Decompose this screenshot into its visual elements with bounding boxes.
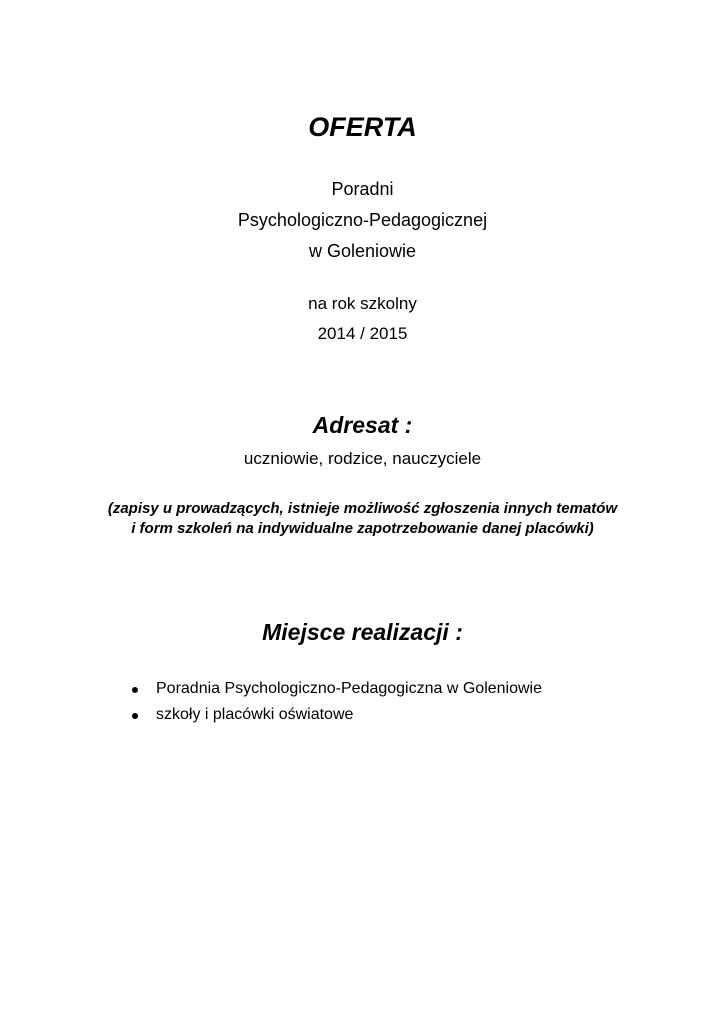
list-item — [130, 702, 542, 728]
institution-line-3: w Goleniowie — [308, 241, 417, 261]
list-item-label: Poradnia Psychologiczno-Pedagogiczna w Goleniowie — [156, 680, 543, 697]
location-heading: Miejsce realizacji : — [262, 619, 463, 645]
enrollment-note-line-1: (zapisy u prowadzących, istnieje możliwość zgłoszenia innych tematów — [107, 500, 618, 517]
document-title: OFERTA — [308, 112, 417, 142]
addressee-text: uczniowie, rodzice, nauczyciele — [243, 449, 482, 468]
school-year-value: 2014 / 2015 — [317, 324, 408, 343]
bullet-icon — [132, 713, 138, 719]
institution-line-1: Poradni — [331, 179, 394, 199]
addressee-heading: Adresat : — [312, 412, 413, 438]
list-item — [130, 676, 542, 702]
school-year-label: na rok szkolny — [308, 294, 417, 313]
bullet-icon — [132, 687, 138, 693]
list-item-label: szkoły i placówki oświatowe — [156, 706, 354, 723]
institution-line-2: Psychologiczno-Pedagogicznej — [237, 210, 488, 230]
location-list — [130, 676, 542, 728]
enrollment-note-line-2: i form szkoleń na indywidualne zapotrzebowanie danej placówki) — [131, 520, 594, 537]
